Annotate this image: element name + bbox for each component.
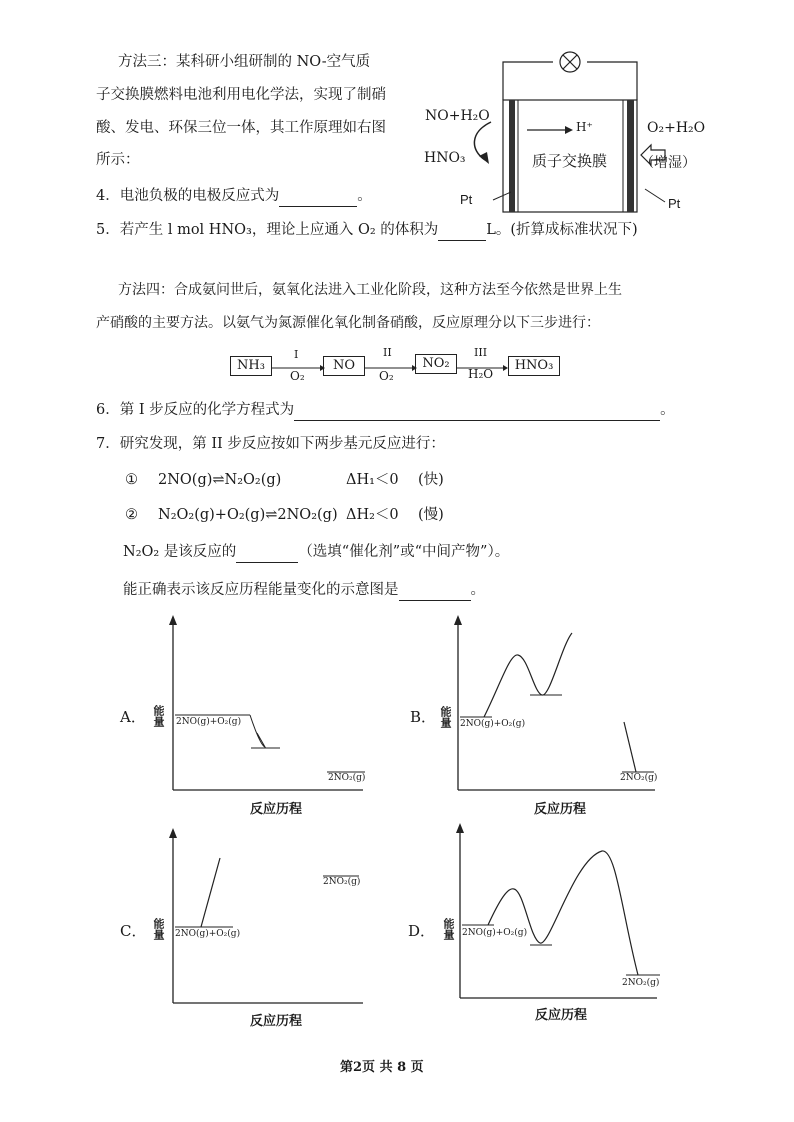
graph-c-xlabel: 反应历程 xyxy=(250,1014,303,1029)
option-d-label[interactable]: D． xyxy=(408,922,436,940)
reaction-2-dh: ΔH₂＜0 xyxy=(346,507,399,523)
question-7: 7．研究发现，第 II 步反应按如下两步基元反应进行： xyxy=(96,436,445,452)
cell-left-input: NO+H₂O xyxy=(425,108,490,124)
flow-reagent-1: O₂ xyxy=(290,369,305,383)
energy-graph-a xyxy=(165,615,365,795)
cell-right-input: O₂+H₂O xyxy=(647,120,706,136)
flow-box-nh3: NH₃ xyxy=(230,356,272,376)
method3-line-2: 子交换膜燃料电池利用电化学法，实现了制硝 xyxy=(96,87,386,103)
method4-line-1: 方法四：合成氨问世后，氨氧化法进入工业化阶段，这种方法至今依然是世界上生 xyxy=(118,282,622,298)
cell-h-plus: H⁺ xyxy=(576,120,593,134)
graph-b-product: 2NO₂(g) xyxy=(620,773,658,783)
cell-pt-left: Pt xyxy=(460,192,473,207)
cell-right-note: （增湿） xyxy=(640,155,696,171)
graph-d-ylabel: 能量 xyxy=(442,918,455,940)
reaction-1-speed: (快) xyxy=(418,472,444,488)
flow-reagent-3: H₂O xyxy=(468,367,494,381)
graph-a-reactant: 2NO(g)+O₂(g) xyxy=(176,717,242,727)
graph-b-reactant: 2NO(g)+O₂(g) xyxy=(460,719,526,729)
method3-line-4: 所示： xyxy=(96,152,140,168)
question-7a: N₂O₂ 是该反应的 （选填“催化剂”或“中间产物”）。 xyxy=(123,542,509,563)
graph-a-ylabel: 能量 xyxy=(152,705,165,727)
q7b-answer-blank[interactable] xyxy=(399,580,471,601)
graph-c-curve xyxy=(201,858,220,927)
reaction-1-equation: 2NO(g)⇌N₂O₂(g) xyxy=(158,472,282,488)
option-c-label[interactable]: C． xyxy=(120,922,147,940)
reaction-2-number: ② xyxy=(125,507,138,523)
q6-answer-blank[interactable] xyxy=(294,400,660,421)
question-5: 5．若产生 l mol HNO₃，理论上应通入 O₂ 的体积为 L。(折算成标准状况下) xyxy=(96,220,638,241)
method4-line-2: 产硝酸的主要方法。以氨气为氮源催化氧化制备硝酸，反应原理分以下三步进行： xyxy=(96,315,600,331)
method3-line-3: 酸、发电、环保三位一体，其工作原理如右图 xyxy=(96,120,386,136)
right-electrode xyxy=(627,100,634,212)
cell-left-output: HNO₃ xyxy=(424,150,466,166)
method3-line-1: 方法三：某科研小组研制的 NO-空气质 xyxy=(118,54,371,70)
q7a-answer-blank[interactable] xyxy=(236,542,298,563)
option-b-label[interactable]: B． xyxy=(410,708,437,726)
reaction-2-equation: N₂O₂(g)+O₂(g)⇌2NO₂(g) xyxy=(158,507,338,523)
flow-reagent-2: O₂ xyxy=(379,369,394,383)
left-electrode xyxy=(509,100,515,212)
q5-answer-blank[interactable] xyxy=(438,220,486,241)
graph-c-product: 2NO₂(g) xyxy=(323,877,361,887)
flow-box-no: NO xyxy=(323,356,365,376)
graph-d-curve xyxy=(488,851,638,975)
graph-b-ylabel: 能量 xyxy=(439,706,452,728)
flow-step-1: I xyxy=(294,348,299,361)
cell-membrane-label: 质子交换膜 xyxy=(532,152,608,170)
graph-d-reactant: 2NO(g)+O₂(g) xyxy=(462,928,528,938)
graph-b-xlabel: 反应历程 xyxy=(534,802,587,817)
graph-a-curve xyxy=(250,715,265,747)
energy-graph-b xyxy=(450,615,660,795)
graph-a-product: 2NO₂(g) xyxy=(328,773,366,783)
cell-pt-right: Pt xyxy=(668,196,681,211)
graph-a-xlabel: 反应历程 xyxy=(250,802,303,817)
reaction-1-dh: ΔH₁＜0 xyxy=(346,472,399,488)
question-6: 6．第 I 步反应的化学方程式为 。 xyxy=(96,400,675,421)
graph-b-curve xyxy=(484,633,572,717)
energy-graph-d xyxy=(452,823,662,1003)
graph-d-xlabel: 反应历程 xyxy=(535,1008,588,1023)
flow-step-3: III xyxy=(474,346,488,359)
q4-answer-blank[interactable] xyxy=(279,186,357,207)
energy-graph-c xyxy=(165,828,365,1008)
flow-box-hno3: HNO₃ xyxy=(508,356,560,376)
graph-c-ylabel: 能量 xyxy=(152,918,165,940)
reaction-1-number: ① xyxy=(125,472,138,488)
page-footer: 第2页 共 8 页 xyxy=(340,1060,424,1075)
reaction-2-speed: (慢) xyxy=(418,507,444,523)
question-7b: 能正确表示该反应历程能量变化的示意图是 。 xyxy=(123,580,485,601)
flow-box-no2: NO₂ xyxy=(415,354,457,374)
graph-c-reactant: 2NO(g)+O₂(g) xyxy=(175,929,241,939)
flow-step-2: II xyxy=(383,346,392,359)
graph-d-product: 2NO₂(g) xyxy=(622,978,660,988)
question-4: 4．电池负极的电极反应式为 。 xyxy=(96,186,372,207)
option-a-label[interactable]: A． xyxy=(120,708,146,726)
